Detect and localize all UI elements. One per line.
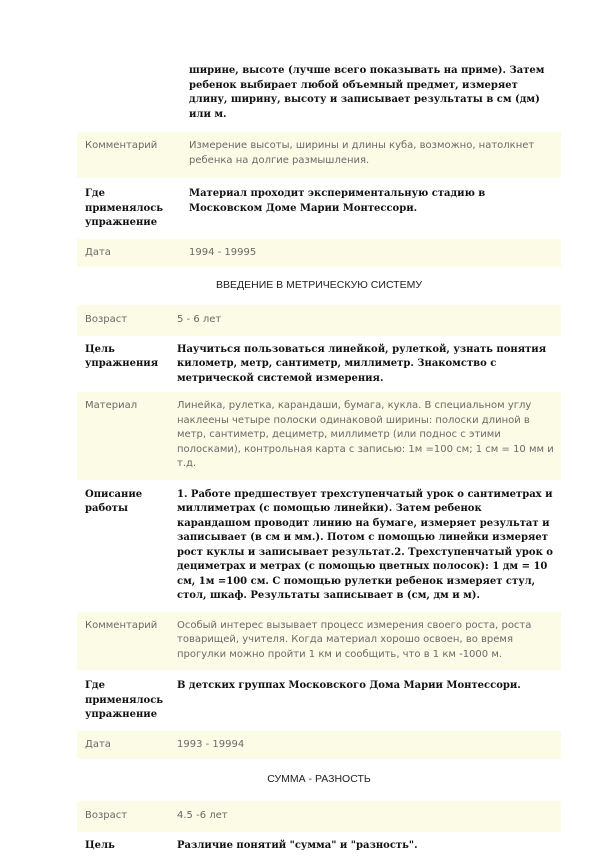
sum-age-label: Возраст: [77, 809, 177, 824]
metric-material-row: [77, 392, 561, 480]
prev-date-row: [77, 239, 561, 268]
sum-goal-row: [77, 832, 561, 860]
prev-where-label: Где применялось упражнение: [77, 187, 177, 231]
prev-date-label: Дата: [77, 246, 177, 261]
metric-desc-value: 1. Работе предшествует трехступенчатый урок о сантиметрах и миллиметрах (с помощью линейки). Затем ребенок карандашом проводит линию на бумаге, измеряет результат и записывает (в см и мм.). Потом с помощью линейки измеряет рост куклы и записывает результат.2. Трехступенчатый урок о дециметрах и метрах (с помощью цветных полосок): 1 дм = 10 см, 1м =100 см. С помощью рулетки ребенок измеряет стул, стол, шкаф. Результаты записывает в (см, дм и м).: [177, 488, 561, 604]
metric-where-value: В детских группах Московского Дома Марии Монтессори.: [177, 679, 561, 723]
sum-goal-label: Цель: [77, 839, 177, 854]
metric-comment-label: Комментарий: [77, 619, 177, 663]
prev-comment-row: [77, 132, 561, 178]
metric-date-row: [77, 731, 561, 760]
metric-where-row: [77, 670, 561, 731]
metric-desc-label: Описание работы: [77, 488, 177, 604]
metric-desc-row: [77, 480, 561, 612]
metric-material-value: Линейка, рулетка, карандаши, бумага, кукла. В специальном углу наклеены четыре полоски одинаковой ширины: полоски длиной в метр, сантиметр, дециметр, миллиметр (или поднос с этими полосками), контрольная карта с записью: 1м =100 см; 1 см = 10 мм и т.д.: [177, 399, 561, 472]
intro-text: ширине, высоте (лучше всего показывать на приме). Затем ребенок выбирает любой объемный предмет, измеряет длину, ширину, высоту и записывает результаты в см (дм) или м.: [177, 64, 561, 122]
metric-comment-value: Особый интерес вызывает процесс измерения своего роста, роста товарищей, учителя. Когда материал хорошо освоен, во время прогулки можно пройти 1 км и сообщить, что в 1 км -1000 м.: [177, 619, 561, 663]
prev-date-value: 1994 - 19995: [177, 246, 561, 261]
prev-where-value: Материал проходит экспериментальную стадию в Московском Доме Марии Монтессори.: [177, 187, 561, 231]
prev-comment-value: Измерение высоты, ширины и длины куба, возможно, натолкнет ребенка на долгие размышления.: [177, 139, 561, 168]
section-title-sum: СУММА - РАЗНОСТЬ: [77, 759, 561, 801]
metric-where-label: Где применялось упражнение: [77, 679, 177, 723]
intro-label: [77, 64, 177, 122]
prev-comment-label: Комментарий: [77, 139, 177, 168]
document-content: [77, 60, 561, 860]
sum-goal-value: Различие понятий "сумма" и "разность".: [177, 839, 561, 854]
metric-goal-label: Цель упражнения: [77, 343, 177, 387]
metric-goal-value: Научиться пользоваться линейкой, рулеткой, узнать понятия километр, метр, сантиметр, миллиметр. Знакомство с метрической системой измерения.: [177, 343, 561, 387]
metric-date-label: Дата: [77, 738, 177, 753]
section-title-metric: ВВЕДЕНИЕ В МЕТРИЧЕСКУЮ СИСТЕМУ: [77, 267, 561, 305]
metric-age-row: [77, 305, 561, 336]
metric-material-label: Материал: [77, 399, 177, 472]
metric-date-value: 1993 - 19994: [177, 738, 561, 753]
intro-row: [77, 60, 561, 132]
sum-age-value: 4.5 -6 лет: [177, 809, 561, 824]
metric-goal-row: [77, 336, 561, 393]
metric-age-label: Возраст: [77, 313, 177, 328]
prev-where-row: [77, 178, 561, 239]
sum-age-row: [77, 801, 561, 832]
metric-age-value: 5 - 6 лет: [177, 313, 561, 328]
metric-comment-row: [77, 612, 561, 671]
